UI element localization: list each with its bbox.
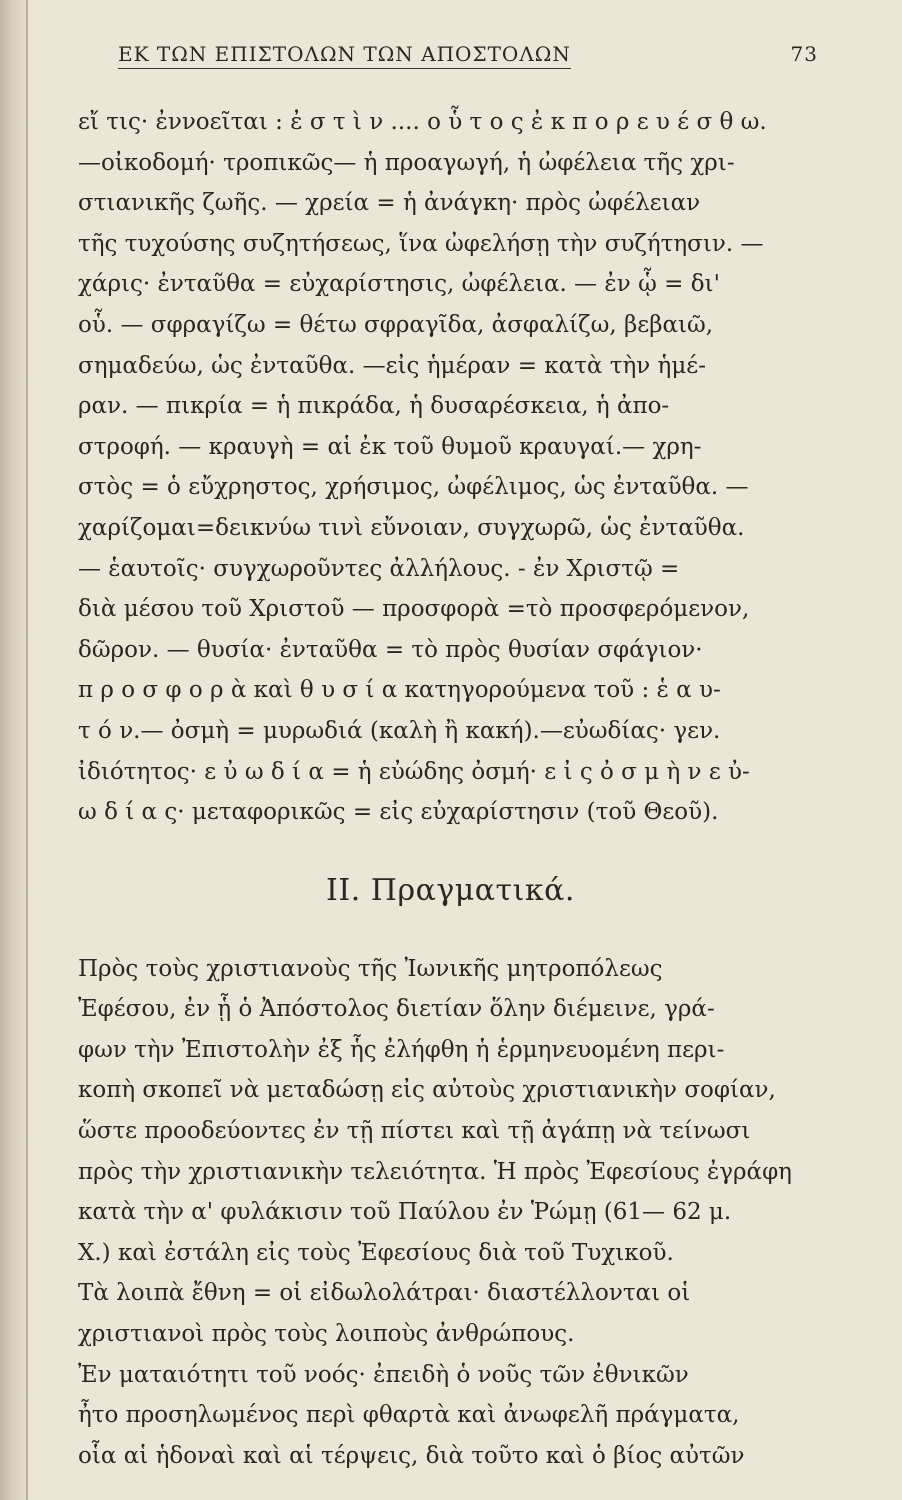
book-binding-edge [0, 0, 28, 1500]
glossary-line: ραν. — πικρία = ἡ πικράδα, ἡ δυσαρέσκεια, ἡ ἀπο- [78, 393, 670, 420]
glossary-line: στροφή. — κραυγὴ = αἱ ἐκ τοῦ θυμοῦ κραυγαί.— χρη- [78, 433, 702, 460]
running-header [118, 42, 818, 69]
glossary-line: —οἰκοδομή· τροπικῶς— ἡ προαγωγή, ἡ ὠφέλεια τῆς χρι- [78, 149, 735, 176]
glossary-line: σημαδεύω, ὡς ἐνταῦθα. —εἰς ἡμέραν = κατὰ τὴν ἡμέ- [78, 352, 706, 379]
glossary-line: τ ό ν.— ὀσμὴ = μυρωδιά (καλὴ ἢ κακή).—εὐωδίας· γεν. [78, 717, 721, 744]
glossary-line: στὸς = ὁ εὔχρηστος, χρήσιμος, ὠφέλιμος, ὡς ἐνταῦθα. — [78, 474, 749, 501]
running-title: ΕΚ ΤΩΝ ΕΠΙΣΤΟΛΩΝ ΤΩΝ ΑΠΟΣΤΟΛΩΝ [118, 42, 571, 69]
glossary-line: χάρις· ἐνταῦθα = εὐχαρίστησις, ὠφέλεια. — ἐν ᾧ = δι' [78, 271, 720, 298]
glossary-line: δῶρον. — θυσία· ἐνταῦθα = τὸ πρὸς θυσίαν σφάγιον· [78, 636, 703, 663]
body-line: ἦτο προσηλωμένος περὶ φθαρτὰ καὶ ἀνωφελῆ πράγματα, [78, 1402, 740, 1429]
page-number: 73 [790, 42, 818, 66]
page-body [78, 102, 823, 1476]
body-line: φων τὴν Ἐπιστολὴν ἐξ ἧς ἐλήφθη ἡ ἑρμηνευομένη περι- [78, 1036, 725, 1063]
body-line: Ἐφέσου, ἐν ᾗ ὁ Ἀπόστολος διετίαν ὅλην διέμεινε, γρά- [78, 996, 715, 1023]
glossary-line: ω δ ί α ς· μεταφορικῶς = εἰς εὐχαρίστησιν (τοῦ Θεοῦ). [78, 799, 719, 826]
body-line: κατὰ τὴν α' φυλάκισιν τοῦ Παύλου ἐν Ῥώμῃ (61— 62 μ. [78, 1199, 732, 1226]
body-line: Τὰ λοιπὰ ἔθνη = οἱ εἰδωλολάτραι· διαστέλλονται οἱ [78, 1280, 691, 1307]
body-line: χριστιανοὶ πρὸς τοὺς λοιποὺς ἀνθρώπους. [78, 1321, 575, 1348]
body-text-block [78, 949, 823, 1477]
glossary-block [78, 102, 823, 833]
glossary-line: χαρίζομαι=δεικνύω τινὶ εὔνοιαν, συγχωρῶ, ὡς ἐνταῦθα. [78, 514, 745, 541]
body-line: Ἐν ματαιότητι τοῦ νοός· ἐπειδὴ ὁ νοῦς τῶν ἐθνικῶν [78, 1361, 689, 1388]
glossary-line: στιανικῆς ζωῆς. — χρεία = ἡ ἀνάγκη· πρὸς ὠφέλειαν [78, 190, 701, 217]
glossary-line: εἴ τις· ἐννοεῖται : ἐ σ τ ὶ ν .... ο ὗ τ ο ς ἐ κ π ο ρ ε υ έ σ θ ω. [78, 109, 767, 135]
section-heading: ΙΙ. Πραγματικά. [326, 872, 575, 908]
glossary-line: οὗ. — σφραγίζω = θέτω σφραγῖδα, ἀσφαλίζω, βεβαιῶ, [78, 311, 714, 338]
glossary-line: ἰδιότητος· ε ὐ ω δ ί α = ἡ εὐώδης ὀσμή· ε ἰ ς ὀ σ μ ὴ ν ε ὐ- [78, 758, 750, 785]
glossary-line: π ρ ο σ φ ο ρ ὰ καὶ θ υ σ ί α κατηγορούμενα τοῦ : ἑ α υ- [78, 677, 721, 704]
body-line: Χ.) καὶ ἐστάλη εἰς τοὺς Ἐφεσίους διὰ τοῦ Τυχικοῦ. [78, 1239, 674, 1266]
body-line: κοπὴ σκοπεῖ νὰ μεταδώσῃ εἰς αὐτοὺς χριστιανικὴν σοφίαν, [78, 1077, 776, 1104]
glossary-line: τῆς τυχούσης συζητήσεως, ἵνα ὠφελήσῃ τὴν συζήτησιν. — [78, 230, 764, 257]
body-line: οἷα αἱ ἡδοναὶ καὶ αἱ τέρψεις, διὰ τοῦτο καὶ ὁ βίος αὐτῶν [78, 1442, 745, 1469]
body-line: πρὸς τὴν χριστιανικὴν τελειότητα. Ἡ πρὸς Ἐφεσίους ἐγράφη [78, 1158, 792, 1185]
body-line: ὥστε προοδεύοντες ἐν τῇ πίστει καὶ τῇ ἀγάπῃ νὰ τείνωσι [78, 1118, 751, 1145]
body-line: Πρὸς τοὺς χριστιανοὺς τῆς Ἰωνικῆς μητροπόλεως [78, 955, 663, 982]
glossary-line: — ἑαυτοῖς· συγχωροῦντες ἀλλήλους. - ἐν Χριστῷ = [78, 555, 680, 582]
glossary-line: διὰ μέσου τοῦ Χριστοῦ — προσφορὰ =τὸ προσφερόμενον, [78, 596, 750, 623]
